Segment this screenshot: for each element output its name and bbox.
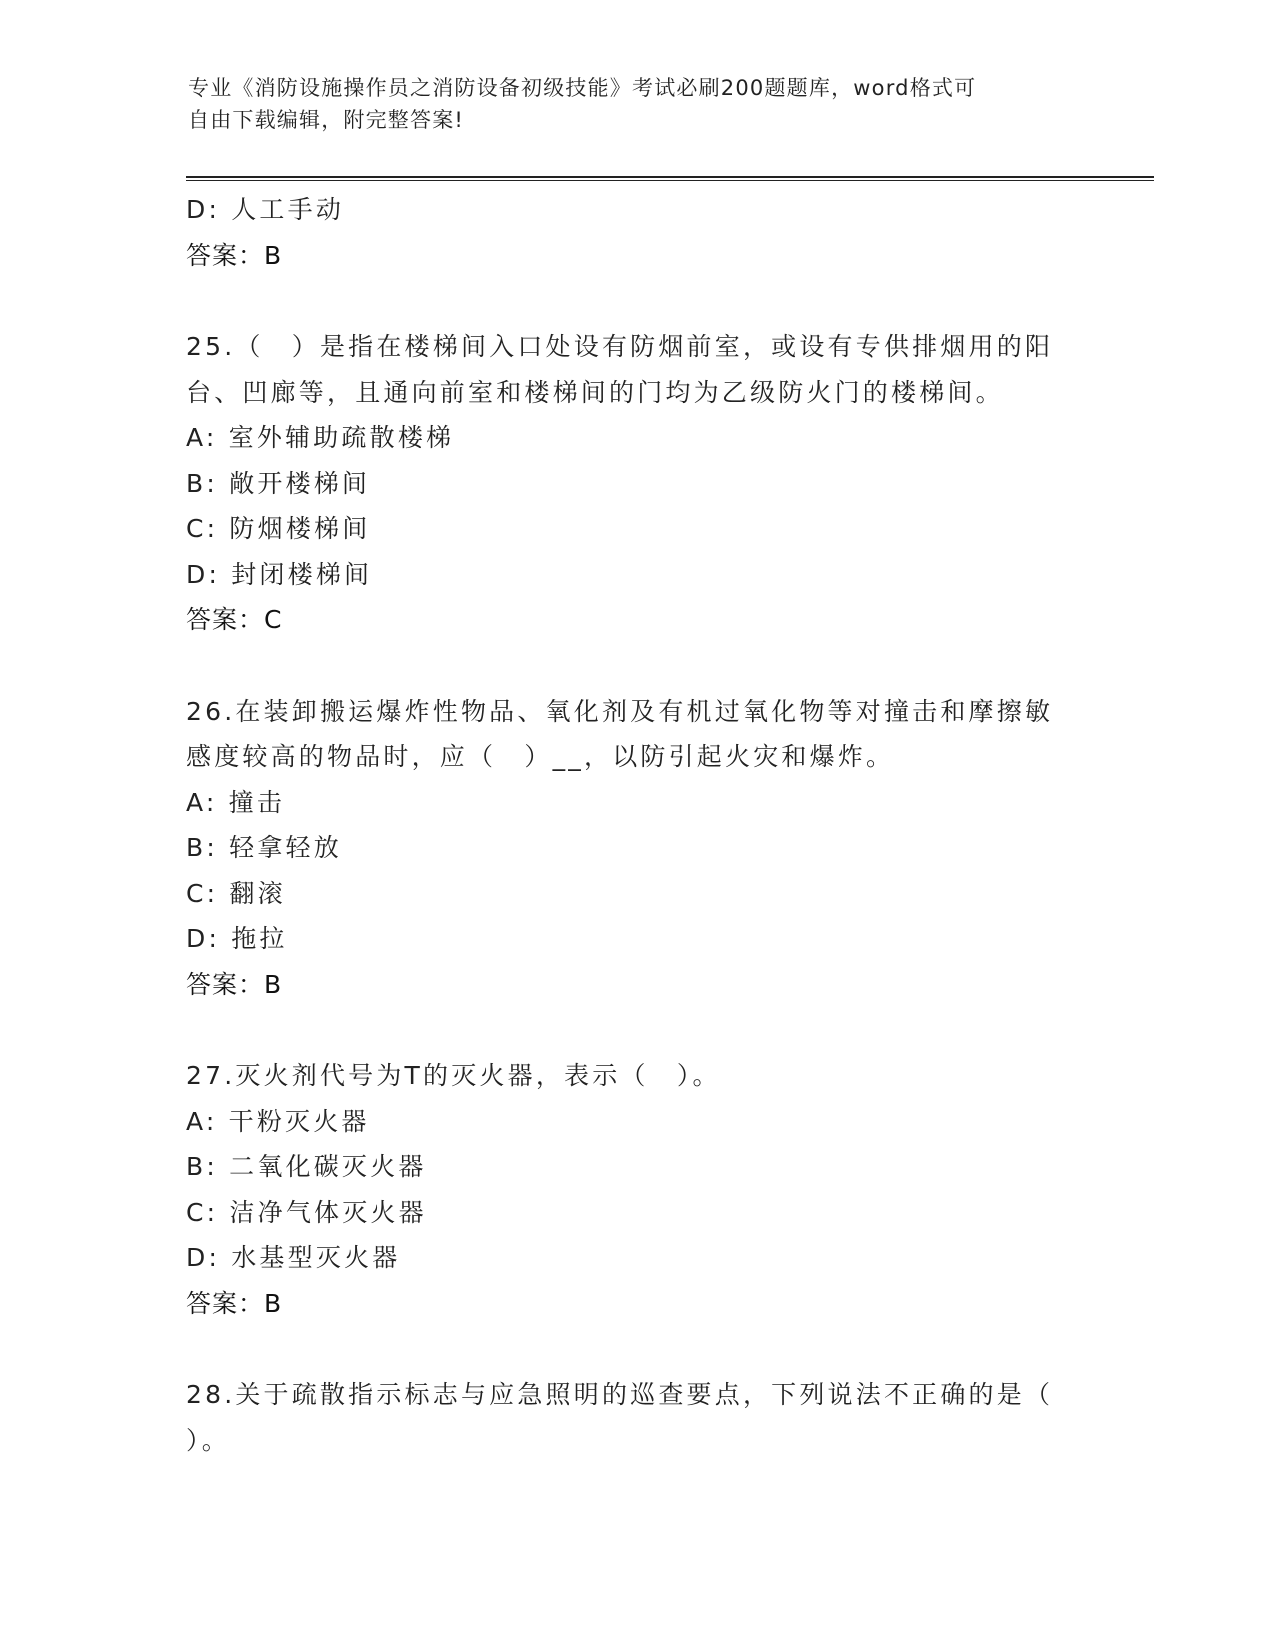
option-b: B: 二氧化碳灭火器 bbox=[186, 1152, 427, 1181]
question-stem-line-2: 台、凹廊等，且通向前室和楼梯间的门均为乙级防火门的楼梯间。 bbox=[186, 377, 1004, 407]
question-28 bbox=[186, 1372, 1086, 1463]
question-content bbox=[186, 187, 1086, 1463]
option-b: B: 轻拿轻放 bbox=[186, 833, 342, 862]
question-27 bbox=[186, 1053, 1086, 1326]
question-24-fragment bbox=[186, 187, 1086, 278]
question-stem-line-1: 27.灭火剂代号为T的灭火器，表示（ ）。 bbox=[186, 1061, 721, 1090]
question-stem-line-2: ）。 bbox=[186, 1425, 230, 1455]
question-gap bbox=[186, 1326, 1086, 1372]
answer-line: 答案：C bbox=[186, 605, 283, 634]
page-header bbox=[188, 72, 1068, 136]
option-a: A: 撞击 bbox=[186, 787, 286, 817]
option-d: D: 水基型灭火器 bbox=[186, 1243, 401, 1272]
option-c: C: 翻滚 bbox=[186, 878, 286, 908]
header-title-line-1: 专业《消防设施操作员之消防设备初级技能》考试必刷200题题库，word格式可 bbox=[188, 76, 977, 100]
answer-line: 答案：B bbox=[186, 969, 283, 999]
option-c: C: 洁净气体灭火器 bbox=[186, 1197, 427, 1227]
header-divider bbox=[186, 176, 1154, 181]
option-a: A: 室外辅助疏散楼梯 bbox=[186, 423, 455, 452]
option-d: D: 拖拉 bbox=[186, 924, 288, 953]
question-stem-line-2: 感度较高的物品时，应（ ）__，以防引起火灾和爆炸。 bbox=[186, 742, 895, 771]
question-gap bbox=[186, 1007, 1086, 1053]
header-title-line-2: 自由下载编辑，附完整答案! bbox=[188, 108, 465, 132]
option-d: D: 人工手动 bbox=[186, 195, 345, 224]
question-stem-line-1: 28.关于疏散指示标志与应急照明的巡查要点，下列说法不正确的是（ bbox=[186, 1380, 1054, 1409]
option-b: B: 敞开楼梯间 bbox=[186, 468, 371, 498]
question-gap bbox=[186, 278, 1086, 324]
option-d: D: 封闭楼梯间 bbox=[186, 559, 373, 589]
question-25 bbox=[186, 324, 1086, 643]
option-a: A: 干粉灭火器 bbox=[186, 1106, 370, 1136]
answer-line: 答案：B bbox=[186, 240, 283, 270]
question-26 bbox=[186, 689, 1086, 1008]
option-c: C: 防烟楼梯间 bbox=[186, 514, 371, 543]
question-stem-line-1: 26.在装卸搬运爆炸性物品、氧化剂及有机过氧化物等对撞击和摩擦敏 bbox=[186, 696, 1054, 726]
question-stem-line-1: 25.（ ）是指在楼梯间入口处设有防烟前室，或设有专供排烟用的阳 bbox=[186, 332, 1054, 361]
question-gap bbox=[186, 643, 1086, 689]
answer-line: 答案：B bbox=[186, 1288, 283, 1318]
